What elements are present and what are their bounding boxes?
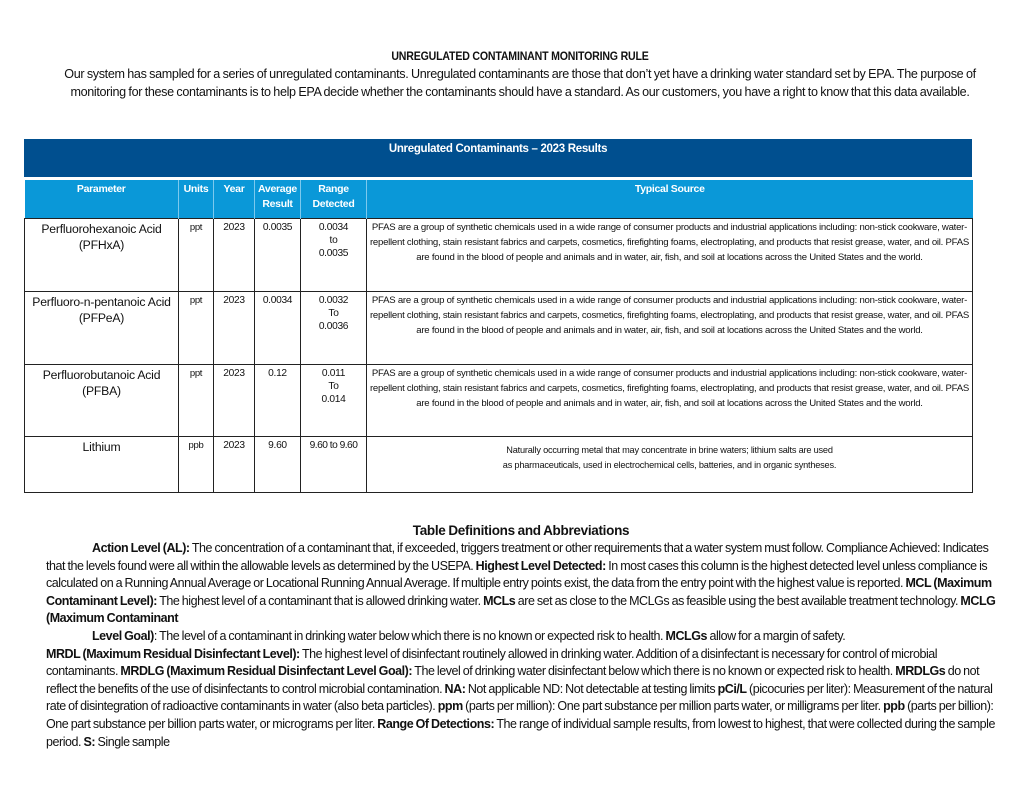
cell-units: ppb	[179, 437, 214, 493]
def-text: Single sample	[95, 734, 170, 749]
range-high: 0.0036	[318, 321, 349, 332]
def-text: allow for a margin of safety.	[707, 628, 846, 643]
range-separator: To	[328, 308, 339, 319]
def-text: do not reflect the benefits of the use of disinfectants to control microbial contamination.	[46, 664, 980, 696]
range-separator: To	[328, 381, 339, 392]
def-text: The range of individual sample results, from lowest to highest, that were collected during the sample period.	[46, 716, 995, 749]
def-term: MCL (Maximum Contaminant Level):	[46, 576, 992, 608]
def-term: Action Level (AL):	[92, 541, 190, 555]
range-separator: to	[329, 235, 338, 246]
def-term: MCLs	[483, 593, 516, 608]
cell-year: 2023	[214, 437, 255, 493]
intro-section	[40, 49, 1000, 101]
cell-typical-source: PFAS are a group of synthetic chemicals used in a wide range of consumer products and industrial applications including: non-stick cookware, water-repellent clothing, stain resistant fabrics and carpets, cosmetics, firefighting foams, electroplating, and products that resist grease, water, and oil. PFAS are found in the blood of people and animals and in water, air, fish, and soil at locations across the United States and the world.	[367, 365, 973, 437]
def-term: MCLGs	[665, 628, 708, 643]
range-low: 0.0034	[318, 222, 349, 233]
def-term: pCi/L	[717, 681, 747, 696]
cell-units: ppt	[179, 292, 214, 365]
def-term: S:	[83, 734, 96, 749]
cell-parameter: Lithium	[25, 437, 179, 493]
def-text: (parts per million): One part substance per million parts water, or milligrams per liter.	[462, 699, 884, 714]
range-high: 0.014	[321, 394, 346, 405]
header-range-line2: Detected	[312, 198, 355, 210]
cell-typical-source: PFAS are a group of synthetic chemicals used in a wide range of consumer products and industrial applications including: non-stick cookware, water-repellent clothing, stain resistant fabrics and carpets, cosmetics, firefighting foams, electroplating, and products that resist grease, water, and oil. PFAS are found in the blood of people and animals and in water, air, fish, and soil at locations across the United States and the world.	[367, 292, 973, 365]
def-text: The highest level of disinfectant routinely allowed in drinking water. Addition of a disinfectant is necessary for control of microbial contaminants.	[46, 646, 938, 679]
def-term: MCLG (Maximum Contaminant	[46, 593, 996, 626]
cell-year: 2023	[214, 365, 255, 437]
def-text: The level of drinking water disinfectant below which there is no known or expected risk to health.	[412, 664, 896, 679]
def-term: Level Goal)	[92, 628, 154, 643]
def-term: Range Of Detections:	[377, 716, 495, 731]
cell-year: 2023	[214, 219, 255, 292]
def-text: (picocuries per liter): Measurement of the natural rate of disintegration of radioactive contaminants in water (also beta particles).	[46, 681, 993, 714]
results-table-container	[24, 139, 972, 493]
def-text: The highest level of a contaminant that is allowed drinking water.	[157, 593, 484, 608]
def-term: MRDLGs	[895, 664, 946, 679]
def-term: Highest Level Detected:	[475, 558, 606, 573]
def-text: Compliance Achieved: Indicates that the levels found were all within the allowable levels as determined by the USEPA.	[46, 541, 989, 573]
cell-range	[301, 219, 367, 292]
header-parameter: Parameter	[25, 180, 179, 219]
source-line1: Naturally occurring metal that may concentrate in brine waters; lithium salts are used	[506, 445, 833, 455]
results-table	[24, 180, 973, 493]
def-term: ppm	[437, 699, 463, 714]
def-text: (parts per billion): One part substance per billion parts water, or micrograms per liter.	[46, 699, 994, 731]
cell-range	[301, 437, 367, 493]
cell-parameter: Perfluorohexanoic Acid (PFHxA)	[25, 219, 179, 292]
cell-average: 9.60	[255, 437, 301, 493]
table-row	[25, 437, 973, 493]
header-range-line1: Range	[318, 183, 349, 195]
source-line2: as pharmaceuticals, used in electrochemical cells, batteries, and in organic syntheses.	[502, 460, 837, 470]
range-low: 0.0032	[318, 295, 349, 306]
cell-units: ppt	[179, 365, 214, 437]
cell-average: 0.12	[255, 365, 301, 437]
table-header-row	[25, 180, 973, 219]
table-row	[25, 292, 973, 365]
cell-range	[301, 292, 367, 365]
header-units: Units	[179, 180, 214, 219]
header-average-line1: Average	[258, 183, 297, 195]
header-year: Year	[214, 180, 255, 219]
range-high: 0.0035	[318, 248, 349, 259]
cell-parameter: Perfluoro-n-pentanoic Acid (PFPeA)	[25, 292, 179, 365]
header-range-detected	[301, 180, 367, 219]
table-row	[25, 219, 973, 292]
header-average-line2: Result	[262, 198, 293, 210]
cell-typical-source	[367, 437, 973, 493]
def-term: MRDLG (Maximum Residual Disinfectant Level Goal):	[120, 664, 413, 679]
def-text: The concentration of a contaminant that, if exceeded, triggers treatment or other requirements that a water system must follow.	[189, 541, 824, 555]
cell-year: 2023	[214, 292, 255, 365]
header-average-result	[255, 180, 301, 219]
def-term: MRDL (Maximum Residual Disinfectant Level):	[46, 646, 300, 661]
page-title: UNREGULATED CONTAMINANT MONITORING RULE	[391, 51, 649, 63]
header-typical-source: Typical Source	[367, 180, 973, 219]
def-text: : The level of a contaminant in drinking water below which there is no known or expected risk to health.	[153, 628, 666, 643]
definitions-title: Table Definitions and Abbreviations	[412, 523, 630, 538]
table-row	[25, 365, 973, 437]
cell-average: 0.0034	[255, 292, 301, 365]
def-text: Not applicable ND: Not detectable at testing limits	[465, 681, 718, 696]
cell-parameter: Perfluorobutanoic Acid (PFBA)	[25, 365, 179, 437]
range-value: 9.60 to 9.60	[309, 440, 358, 451]
cell-typical-source: PFAS are a group of synthetic chemicals used in a wide range of consumer products and industrial applications including: non-stick cookware, water-repellent clothing, stain resistant fabrics and carpets, cosmetics, firefighting foams, electroplating, and products that resist grease, water, and oil. PFAS are found in the blood of people and animals and in water, air, fish, and soil at locations across the United States and the world.	[367, 219, 973, 292]
range-low: 0.011	[321, 368, 346, 379]
def-text: In most cases this column is the highest detected level unless compliance is calculated on a Running Annual Average or Locational Running Annual Average. If multiple entry points exist, the data from the entry point with the highest value is reported.	[46, 558, 988, 591]
definitions-section	[46, 521, 996, 751]
table-title: Unregulated Contaminants – 2023 Results	[24, 139, 972, 177]
cell-range	[301, 365, 367, 437]
cell-units: ppt	[179, 219, 214, 292]
def-term: NA:	[444, 681, 466, 696]
intro-paragraph: Our system has sampled for a series of unregulated contaminants. Unregulated contaminants are those that don’t yet have a drinking water standard set by EPA. The purpose of monitoring for these contaminants is to help EPA decide whether the contaminants should have a standard. As our customers, you have a right to know that this data available.	[64, 67, 976, 99]
def-term: ppb	[883, 699, 905, 714]
def-text: are set as close to the MCLGs as feasible using the best available treatment technology.	[515, 593, 961, 608]
cell-average: 0.0035	[255, 219, 301, 292]
definitions-body	[46, 540, 996, 751]
